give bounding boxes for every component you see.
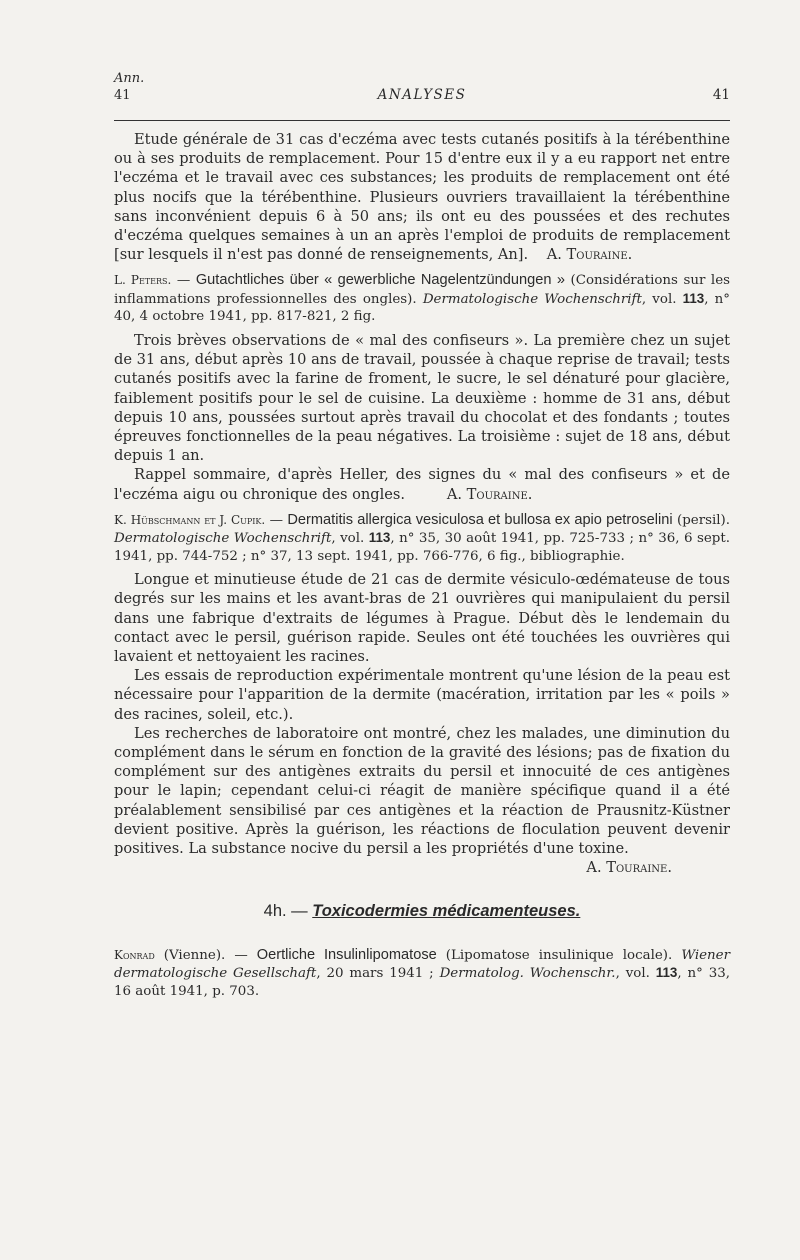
entry-vol-prefix: , vol. <box>615 966 656 981</box>
signature: A. Touraine. <box>586 859 672 877</box>
entry-date: , 20 mars 1941 ; <box>316 966 440 981</box>
paragraph-text: Rappel sommaire, d'après Heller, des signes du « mal des confiseurs » et de l'eczéma aigu ou chronique des ongles. <box>114 466 730 503</box>
entry-author: K. Hübschmann et J. Cupik. <box>114 512 266 527</box>
paragraph <box>114 666 730 724</box>
entry-volume: 113 <box>655 965 678 980</box>
signature: A. Touraine. <box>446 485 533 503</box>
section-heading <box>114 902 730 921</box>
signature-line <box>114 858 730 877</box>
entry-journal-abbrev: Dermatolog. Wochenschr. <box>439 966 616 981</box>
entry-dash: — <box>171 273 196 289</box>
section-title: Toxicodermies médicamenteuses. <box>312 901 581 920</box>
entry-dash: — <box>225 947 257 963</box>
annotation-ann: Ann. <box>114 71 145 86</box>
entry-dash: — <box>265 512 288 528</box>
paragraph <box>114 570 730 666</box>
paragraph <box>114 331 730 465</box>
entry-translation: (Considérations sur les inflammations professionnelles des ongles). <box>114 273 730 307</box>
paragraph <box>114 465 730 503</box>
page-number-right: 41 <box>712 87 730 103</box>
paragraph-text: Etude générale de 31 cas d'eczéma avec tests cutanés positifs à la térébenthine ou à ses produits de remplacement. Pour 15 d'entre eux il y a eu rapport net entre l'eczéma et le travail avec ces substances; les produits de remplacement ont été plus nocifs que la térébenthine. Plusieurs ouvriers travaillaient la térébenthine sans inconvénient depuis 6 à 50 ans; ils ont eu des poussées et des rechutes d'eczéma quelques semaines à un an après l'emploi de produits de remplacement [sur lesquels il n'est pas donné de renseignements, An]. <box>114 131 730 264</box>
bibliographic-entry <box>114 272 730 326</box>
article-body <box>114 130 730 1005</box>
entry-translation: (persil). <box>672 512 731 528</box>
entry-translation: (Lipomatose insulinique locale). <box>436 947 682 963</box>
section-dash: — <box>286 901 313 920</box>
entry-author: L. Peters. <box>114 273 172 288</box>
page-number-left: 41 <box>114 88 131 103</box>
entry-title: Dermatitis allergica vesiculosa et bullosa ex apio petroselini <box>287 511 673 528</box>
paragraph-text: Trois brèves observations de « mal des confiseurs ». La première chez un sujet de 31 ans, début après 10 ans de travail, poussée à chaque reprise de travail; tests cutanés positifs avec la farine de froment, le sucre, le sel dénaturé pour glacière, faiblement positifs pour le sel de cuisine. La deuxième : homme de 31 ans, début depuis 10 ans, poussées surtout après travail du chocolat et des fondants ; toutes épreuves fonctionnelles de la peau négatives. La troisième : sujet de 18 ans, début depuis 1 an. <box>114 331 730 465</box>
paragraph <box>114 724 730 858</box>
entry-location: (Vienne). <box>154 947 226 963</box>
entry-title: Gutachtliches über « gewerbliche Nagelentzündungen » <box>195 272 565 289</box>
entry-reference: , n° 35, 30 août 1941, pp. 725-733 ; n° 36, 6 sept. 1941, pp. 744-752 ; n° 37, 13 sept. 1941, pp. 766-776, 6 fig., bibliographie. <box>114 531 731 564</box>
entry-journal: Dermatologische Wochenschrift <box>422 291 642 307</box>
paragraph-text: Les essais de reproduction expérimentale montrent qu'une lésion de la peau est nécessaire pour l'apparition de la dermite (macération, irritation par les « poils » des racines, soleil, etc.). <box>114 667 730 723</box>
section-number: 4h. <box>263 901 287 920</box>
paragraph-text: Longue et minutieuse étude de 21 cas de dermite vésiculo-œdémateuse de tous degrés sur les mains et les avant-bras de 21 ouvrières qui manipulaient du persil dans une fabrique d'extraits de légumes à Prague. Début dès le lendemain du contact avec le persil, guérison rapide. Seules ont été touchées les ouvrières qui lavaient et nettoyaient les racines. <box>114 571 730 666</box>
bibliographic-entry <box>114 947 730 1001</box>
entry-title: Oertliche Insulinlipomatose <box>256 946 437 963</box>
entry-volume: 113 <box>368 530 391 546</box>
entry-volume: 113 <box>682 290 705 306</box>
entry-reference: , n° 40, 4 octobre 1941, pp. 817-821, 2 fig. <box>114 291 731 325</box>
entry-reference: , n° 33, 16 août 1941, p. 703. <box>114 966 731 999</box>
entry-vol-prefix: , vol. <box>641 291 683 307</box>
entry-vol-prefix: , vol. <box>331 531 369 547</box>
entry-journal: Dermatologische Wochenschrift <box>114 531 332 547</box>
header-rule <box>114 120 730 121</box>
bibliographic-entry <box>114 512 730 566</box>
paragraph <box>114 130 730 264</box>
entry-journal: Wiener dermatologische Gesellschaft <box>114 947 730 981</box>
paragraph-text: Les recherches de laboratoire ont montré, chez les malades, une diminution du complément dans le sérum en fonction de la gravité des lésions; pas de fixation du complément sur des antigènes extraits du persil et innocuité de ces antigènes pour le lapin; cependant celui-ci réagit de manière spécifique quand il a été préalablement sensibilisé par ces antigènes et la réaction de Prausnitz-Küstner devient positive. Après la guérison, les réactions de floculation peuvent devenir positives. La substance nocive du persil a les propriétés d'une toxine. <box>114 724 730 858</box>
signature: A. Touraine. <box>546 246 633 264</box>
running-title: ANALYSES <box>377 87 467 103</box>
entry-author: Konrad <box>114 947 155 962</box>
